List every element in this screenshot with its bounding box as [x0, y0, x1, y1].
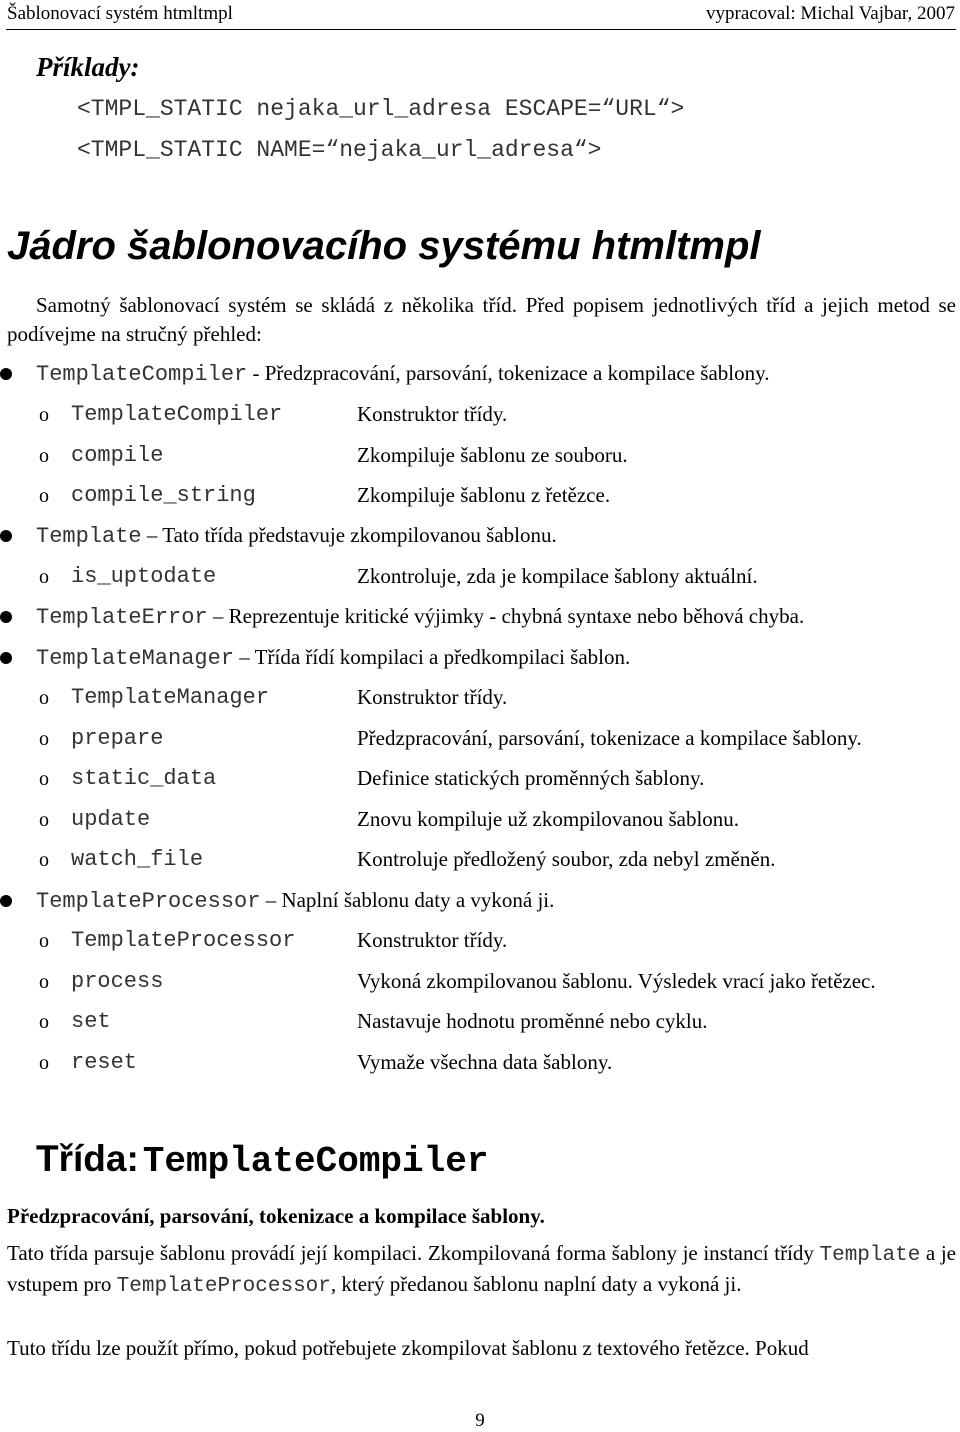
method-description: Konstruktor třídy. [357, 402, 508, 426]
method-name: TemplateProcessor [71, 928, 296, 953]
class-name: TemplateManager [36, 646, 235, 671]
class-heading-code: TemplateCompiler [142, 1141, 489, 1182]
method-row [0, 722, 960, 756]
sub-bullet-icon: o [39, 687, 49, 709]
method-name: TemplateCompiler [71, 402, 283, 427]
bullet-icon [0, 652, 12, 664]
class-description: - Předzpracování, parsování, tokenizace a kompilace šablony. [247, 361, 770, 385]
overview-item [0, 884, 960, 918]
method-name: prepare [71, 726, 164, 751]
class-name: Template [36, 524, 142, 549]
sub-bullet-icon: o [39, 445, 49, 467]
class-summary: Předzpracování, parsování, tokenizace a kompilace šablony. [7, 1204, 545, 1228]
class-name: TemplateProcessor [36, 889, 261, 914]
method-name: update [71, 807, 151, 832]
sub-bullet-icon: o [39, 971, 49, 993]
code-term: Template [819, 1244, 921, 1267]
class-description: – Třída řídí kompilaci a předkompilaci šablon. [234, 645, 631, 669]
method-name: watch_file [71, 847, 204, 872]
sub-bullet-icon: o [39, 849, 49, 871]
sub-bullet-icon: o [39, 930, 49, 952]
method-row [0, 762, 960, 796]
overview-item [0, 357, 960, 391]
example-code-line: <TMPL_STATIC nejaka_url_adresa ESCAPE=“URL“> [77, 96, 685, 122]
sub-bullet-icon: o [39, 1011, 49, 1033]
method-description: Zkontroluje, zda je kompilace šablony aktuální. [357, 564, 758, 588]
header-title: Šablonovací systém htmltmpl [7, 3, 233, 24]
paragraph-text: a je vstupem pro [7, 1241, 956, 1296]
method-name: compile [71, 443, 164, 468]
code-term: TemplateProcessor [116, 1275, 331, 1298]
bullet-icon [0, 530, 12, 542]
method-name: static_data [71, 766, 217, 791]
class-heading-word: Třída: [36, 1138, 139, 1179]
sub-bullet-icon: o [39, 485, 49, 507]
method-row [0, 965, 960, 999]
page-number: 9 [475, 1410, 485, 1431]
overview-item [0, 519, 960, 553]
sub-bullet-icon: o [39, 809, 49, 831]
method-row [0, 843, 960, 877]
sub-bullet-icon: o [39, 1052, 49, 1074]
method-description: Předzpracování, parsování, tokenizace a kompilace šablony. [357, 726, 862, 750]
header-divider [6, 29, 956, 30]
class-paragraph [7, 1239, 956, 1301]
method-name: process [71, 969, 164, 994]
sub-bullet-icon: o [39, 728, 49, 750]
method-description: Definice statických proměnných šablony. [357, 766, 705, 790]
bullet-icon [0, 895, 12, 907]
paragraph-text: Tato třída parsuje šablonu provádí její kompilaci. Zkompilovaná forma šablony je instancí třídy [7, 1241, 820, 1265]
method-description: Zkompiluje šablonu ze souboru. [357, 443, 628, 467]
method-name: reset [71, 1050, 138, 1075]
overview-item [0, 641, 960, 675]
method-row [0, 439, 960, 473]
paragraph-text: , který předanou šablonu naplní daty a vykoná ji. [330, 1272, 742, 1296]
class-description: – Reprezentuje kritické výjimky - chybná syntaxe nebo běhová chyba. [207, 604, 805, 628]
method-description: Vykoná zkompilovanou šablonu. Výsledek vrací jako řetězec. [357, 969, 876, 993]
method-row [0, 560, 960, 594]
class-heading [36, 1138, 488, 1182]
method-row [0, 1046, 960, 1080]
method-description: Kontroluje předložený soubor, zda nebyl změněn. [357, 847, 776, 871]
overview-item [0, 600, 960, 634]
method-row [0, 803, 960, 837]
method-row [0, 479, 960, 513]
method-description: Znovu kompiluje už zkompilovanou šablonu. [357, 807, 740, 831]
method-description: Konstruktor třídy. [357, 928, 508, 952]
method-description: Vymaže všechna data šablony. [357, 1050, 613, 1074]
method-name: set [71, 1009, 111, 1034]
method-row [0, 681, 960, 715]
method-name: is_uptodate [71, 564, 217, 589]
method-name: compile_string [71, 483, 256, 508]
sub-bullet-icon: o [39, 566, 49, 588]
method-name: TemplateManager [71, 685, 270, 710]
header-author: vypracoval: Michal Vajbar, 2007 [706, 3, 955, 24]
bullet-icon [0, 368, 12, 380]
section-heading: Jádro šablonovacího systému htmltmpl [7, 224, 761, 268]
sub-bullet-icon: o [39, 768, 49, 790]
method-row [0, 1005, 960, 1039]
class-name: TemplateCompiler [36, 362, 248, 387]
class-name: TemplateError [36, 605, 208, 630]
method-row [0, 398, 960, 432]
class-paragraph: Tuto třídu lze použít přímo, pokud potřebujete zkompilovat šablonu z textového řetězce. Pokud [7, 1336, 809, 1360]
bullet-icon [0, 611, 12, 623]
sub-bullet-icon: o [39, 404, 49, 426]
method-row [0, 924, 960, 958]
class-description: – Tato třída představuje zkompilovanou šablonu. [141, 523, 557, 547]
examples-heading: Příklady: [36, 52, 140, 82]
class-description: – Naplní šablonu daty a vykoná ji. [260, 888, 555, 912]
example-code-line: <TMPL_STATIC NAME=“nejaka_url_adresa“> [77, 137, 602, 163]
method-description: Nastavuje hodnotu proměnné nebo cyklu. [357, 1009, 708, 1033]
method-description: Zkompiluje šablonu z řetězce. [357, 483, 611, 507]
intro-paragraph: Samotný šablonovací systém se skládá z několika tříd. Před popisem jednotlivých tříd a jejich metod se podívejme na stručný přehled: [7, 293, 956, 346]
method-description: Konstruktor třídy. [357, 685, 508, 709]
